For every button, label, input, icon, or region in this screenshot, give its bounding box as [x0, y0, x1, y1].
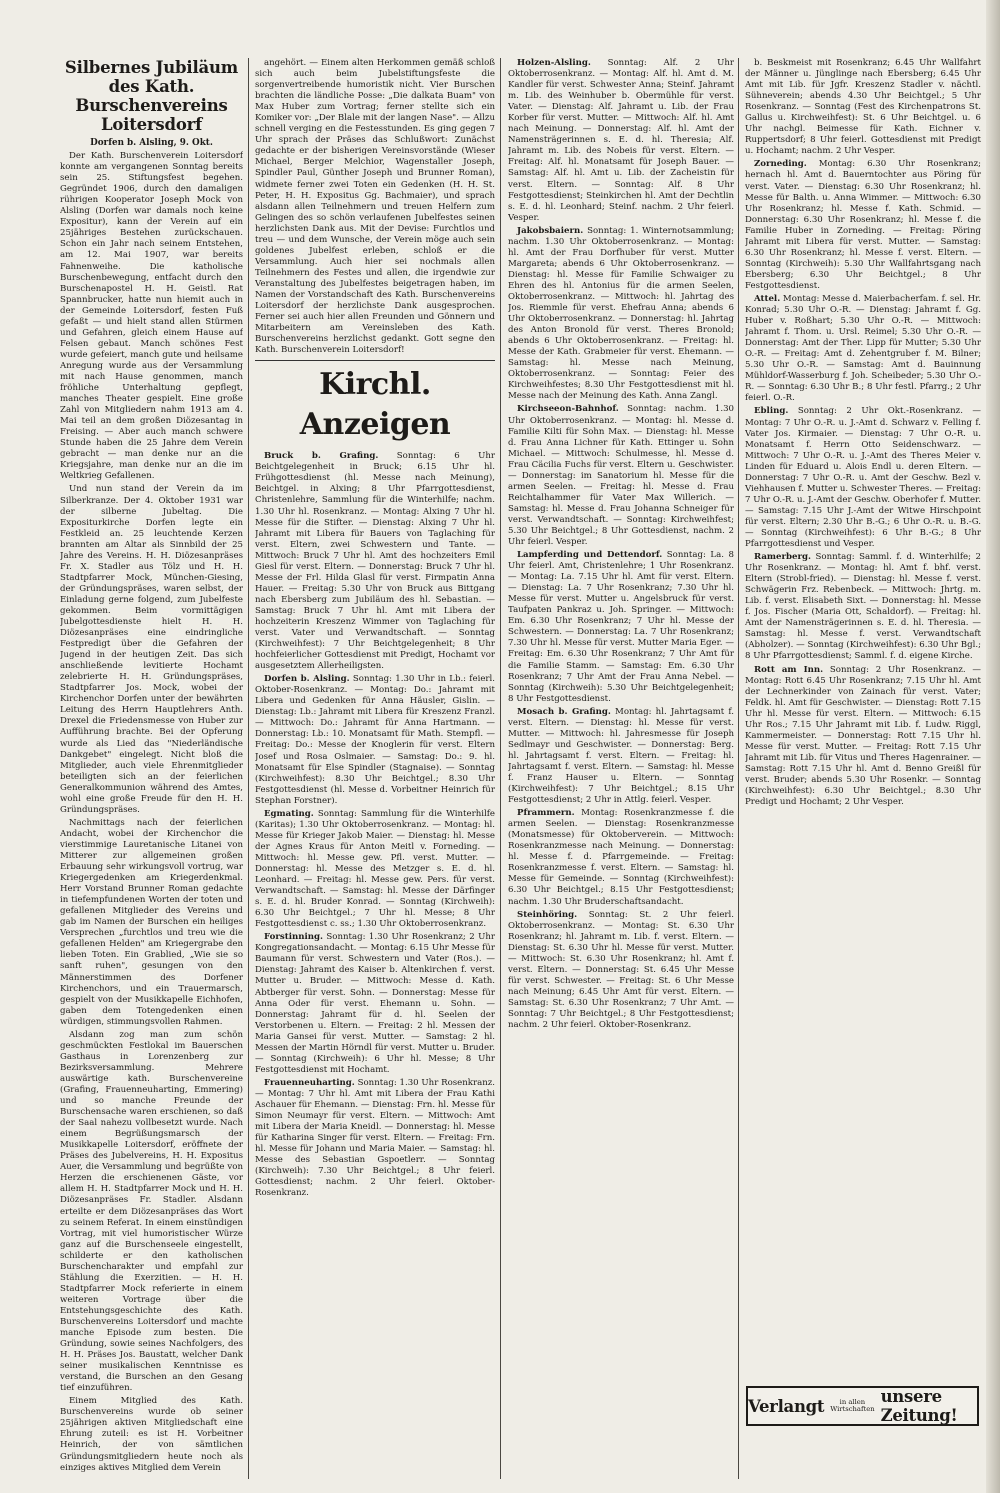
notice-entry	[255, 451, 495, 672]
notice-entry	[508, 226, 734, 403]
notice-text: Sonntag: Samml. f. d. Winterhilfe; 2 Uhr Rosenkranz. — Montag: hl. Amt f. bhf. verst. Eltern (Strobl-fried). — Dienstag: hl. Messe f. verst. Schwägerin Frz. Rebenbeck. — Mittwoch: Jhrtg. m. Lib. f. verst. Elisabeth Sixt. — Donnerstag: hl. Messe f. Jos. Fischer (Maria Ott, Schaldorf). — Freitag: hl. Amt der Namensträgerinnen s. E. d. hl. Theresia. — Samstag: hl. Messe f. verst. Verwandtschaft (Abholzer). — Sonntag (Kirchweihfest): 6.30 Uhr Bgl.; 8 Uhr Pfarrgottesdienst; Samml. f. d. eigene Kirche.	[745, 552, 981, 662]
column-rule	[738, 58, 739, 1479]
notice-text: Sonntag: 2 Uhr Okt.-Rosenkranz. — Montag: 7 Uhr O.-R. u. J.-Amt d. Schwarz v. Felling f. Vater Jos. Kirmaier. — Dienstag: 7 Uhr O.-R. u. Monatsamt f. Herrn Otto Seidenschwarz. — Mittwoch: 7 Uhr O.-R. u. J.-Amt des Theres Meier v. Linden für Eduard u. Alois Endl u. deren Eltern. — Donnerstag: 7 Uhr O.-R. u. Amt der Geschw. Bezl v. Viehhausen f. Mutter u. Schwester Theres. — Freitag: 7 Uhr O.-R. u. J.-Amt der Geschw. Oberhofer f. Mutter. — Samstag: 7.15 Uhr J.-Amt der Witwe Hirschpoint für verst. Eltern; 2.30 Uhr B.-G.; 6 Uhr O.-R. u. B.-G. — Sonntag (Kirchweihfest): 6 Uhr B.-G.; 8 Uhr Pfarrgottesdienst und Vesper.	[745, 406, 981, 550]
notice-text: Sonntag: 2 Uhr Rosenkranz. — Montag: Rott 6.45 Uhr Rosenkranz; 7.15 Uhr hl. Amt der Lechnerkinder von Zainach für verst. Vater; Feldk. hl. Amt für Geschwister. — Dienstag: Rott 7.15 Uhr hl. Messe für verst. Eltern. — Mittwoch: 6.15 Uhr Ros.; 7.15 Uhr Jahramt mit Lib. f. Ludw. Riggl, Kammermeister. — Donnerstag: Rott 7.15 Uhr hl. Messe für verst. Mutter. — Freitag: Rott 7.15 Uhr Jahramt mit Lib. für Vitus und Theres Hagenrainer. — Samstag: Rott 7.15 Uhr hl. Amt d. Benno Greißl für verst. Bruder; abends 5.30 Uhr Rosenkr. — Sonntag (Kirchweihfest): 6.30 Uhr Beichtgel.; 8.30 Uhr Predigt und Hochamt; 2 Uhr Vesper.	[745, 664, 981, 808]
notice-entry	[508, 707, 734, 806]
paragraph: Nachmittags nach der feierlichen Andacht, wobei der Kirchenchor die vierstimmige Lauretanische Litanei von Mitterer zur allgemeinen großen Erbauung sehr wirkungsvoll vortrug, war Kriegergedenken am Kriegerdenkmal. Herr Vorstand Brunner Roman gedachte in tiefempfundenen Worten der toten und gefallenen Mitglieder des Vereins und gab im Namen der Burschen ein heiliges Versprechen „furchtlos und treu wie die gefallenen Helden" am Kriegergrabe den lieben Toten. Ein Grablied, „Wie sie so sanft ruhen", gesungen von den Männerstimmen des Dorfener Kirchenchors, und ein Trauermarsch, gespielt von der Musikkapelle Eichhofen, gaben dem Totengedenken einen würdigen, stimmungsvollen Rahmen.	[60, 817, 243, 1027]
notice-text: Sonntag: 1.30 Uhr Rosenkranz; 2 Uhr Kongregationsandacht. — Montag: 6.15 Uhr Messe für Baumann für verst. Schwestern und Vater (Ros.). — Dienstag: Jahramt des Kaiser b. Altenkirchen f. verst. Mutter u. Bruder. — Mittwoch: Messe d. Kath. Abtberger für verst. Sohn. — Donnerstag: Messe für Anna Oder für verst. Ehemann u. Sohn. — Donnerstag: Jahramt für d. hl. Seelen der Verstorbenen u. Eltern. — Freitag: 2 hl. Messen der Maria Gansei für verst. Mutter. — Samstag: 2 hl. Messen der Martin Hörndl für verst. Mutter u. Bruder. — Sonntag (Kirchweih): 6 Uhr hl. Messe; 8 Uhr Festgottesdienst mit Hochamt.	[255, 932, 495, 1075]
notice-text: Sonntag: 1.30 Uhr in Lb.: feierl. Oktober-Rosenkranz. — Montag: Do.: Jahramt mit Libera und Gedenken für Anna Häusler, Gislin. — Dienstag: Lb.: Jahramt mit Libera für Kreszenz Franzl. — Mittwoch: Do.: Jahramt für Anna Hartmann. — Donnerstag: Lb.: 10. Monatsamt für Math. Stempfl. — Freitag: Do.: Messe der Knoglerin für verst. Eltern Josef und Rosa Oslmaier. — Samstag: Do.: 9. hl. Monatsamt für Else Spindler (Stagnaise). — Sonntag (Kirchweihfest): 8.30 Uhr Beichtgel.; 8.30 Uhr Festgottesdienst (hl. Messe d. Vorbeitner Heinrich für Stephan Forstner).	[255, 674, 495, 806]
parish-name: Mosach b. Grafing.	[517, 706, 611, 717]
notice-entry	[255, 674, 495, 807]
article-body	[60, 151, 243, 1474]
notice-entry	[255, 1078, 495, 1200]
church-notices	[745, 58, 981, 808]
newspaper-ad	[746, 1386, 979, 1426]
column-3	[508, 58, 734, 1483]
notice-entry	[508, 58, 734, 224]
parish-name: Ebling.	[754, 406, 789, 417]
parish-name: Bruck b. Grafing.	[264, 451, 379, 462]
notice-text: Montag: 6.30 Uhr Rosenkranz; hernach hl. Amt d. Bauerntochter aus Pöring für verst. Vater. — Dienstag: 6.30 Uhr Rosenkranz; hl. Messe für Balth. u. Anna Wimmer. — Mittwoch: 6.30 Uhr Rosenkranz; hl. Messe f. Kath. Schmid. — Donnerstag: 6.30 Uhr Rosenkranz; hl. Messe f. die Familie Huber in Zorneding. — Freitag: Pöring Jahramt mit Libera für verst. Mutter. — Samstag: 6.30 Uhr Rosenkranz; hl. Messe f. verst. Eltern. — Sonntag (Kirchweih): 5.30 Uhr Wallfahrtsgang nach Ebersberg; 6.30 Uhr Beichtgel.; 8 Uhr Festgottesdienst.	[745, 159, 981, 291]
parish-name: Lampferding und Dettendorf.	[517, 550, 663, 561]
column-rule	[500, 58, 501, 1479]
notice-text: Sonntag: 6 Uhr Beichtgelegenheit in Bruck; 6.15 Uhr hl. Frühgottesdienst (hl. Messe nach Meinung), Beichtgel. in Alxing; 8 Uhr Pfarrgottesdienst, Christenlehre, Sammlung für die Winterhilfe; nachm. 1.30 Uhr hl. Rosenkranz. — Montag: Alxing 7 Uhr hl. Messe für die Stifter. — Dienstag: Alxing 7 Uhr hl. Jahramt mit Libera für Bauers von Taglaching für verst. Eltern, zwei Schwestern und Tante. — Mittwoch: Bruck 7 Uhr hl. Amt des hochzeiters Emil Giesl für verst. Eltern. — Donnerstag: Bruck 7 Uhr hl. Messe der Frl. Hilda Glasl für verst. Firmpatin Anna Hauer. — Freitag: 5.30 Uhr von Bruck aus Bittgang nach Ebersberg zum Jubiläum des hl. Sebastian. — Samstag: Bruck 7 Uhr hl. Amt mit Libera der hochzeiterin Kreszenz Wimmer von Taglaching für verst. Vater und Verwandtschaft. — Sonntag (Kirchweihfest): 7 Uhr Beichtgelegenheit; 8 Uhr hochfeierlicher Gottesdienst mit Predigt, Hochamt vor ausgesetztem Allerheiligsten.	[255, 451, 495, 672]
notice-entry	[508, 808, 734, 907]
notice-text: Montag: Rosenkranzmesse f. die armen Seelen. — Dienstag: Rosenkranzmesse (Monatsmesse) für Oktoberverein. — Mittwoch: Rosenkranzmesse nach Meinung. — Donnerstag: hl. Messe f. d. Pfarrgemeinde. — Freitag: Rosenkranzmesse f. verst. Eltern. — Samstag: hl. Messe für Gemeinde. — Sonntag (Kirchweihfest): 6.30 Uhr Beichtgel.; 8.15 Uhr Festgottesdienst; nachm. 1.30 Uhr Bruderschaftsandacht.	[508, 808, 734, 907]
notice-entry	[255, 932, 495, 1076]
notice-text: Sonntag: Sammlung für die Winterhilfe (Karitas); 1.30 Uhr Oktoberrosenkranz. — Montag: hl. Messe für Krieger Jakob Maier. — Dienstag: hl. Messe der Agnes Kraus für Anton Meitl v. Forneding. — Mittwoch: hl. Messe gew. Pfl. verst. Mutter. — Donnerstag: hl. Messe des Metzger s. E. d. hl. Leonhard. — Freitag: hl. Messe gew. Pers. für verst. Verwandtschaft. — Samstag: hl. Messe der Därfinger s. E. d. hl. Bruder Konrad. — Sonntag (Kirchweih): 6.30 Uhr Beichtgel.; 7 Uhr hl. Messe; 8 Uhr Festgottesdienst c. ss.; 1.30 Uhr Oktoberrosenkranz.	[255, 808, 495, 930]
parish-name: Kirchseeon-Bahnhof.	[517, 404, 619, 415]
column-2	[255, 58, 495, 1483]
parish-name: Egmating.	[264, 808, 314, 819]
parish-name: Jakobsbaiern.	[517, 225, 584, 236]
notice-text: Sonntag: Alf. 2 Uhr Oktoberrosenkranz. — Montag: Alf. hl. Amt d. M. Kandler für verst. Schwester Anna; Steinf. Jahramt m. Lib. des Weinhuber b. Obermühle für verst. Vater. — Dienstag: Alf. Jahramt u. Lib. der Frau Korber für verst. Mutter. — Mittwoch: Alf. hl. Amt nach Meinung. — Donnerstag: Alf. hl. Amt der Namensträgerinnen s. E. d. hl. Theresia; Alf. Jahramt m. Lib. des Nobeis für verst. Eltern. — Freitag: Alf. hl. Monatsamt für Joseph Bauer. — Samstag: Alf. hl. Amt u. Lib. der Zacheistin für verst. Eltern. — Sonntag: Alf. 8 Uhr Festgottesdienst; Steinkirchen hl. Amt der Dechtlin s. E. d. hl. Leonhard; Steinf. nachm. 2 Uhr feierl. Vesper.	[508, 58, 734, 223]
notice-entry	[745, 665, 981, 809]
parish-name: Ramerberg.	[754, 552, 812, 563]
article-dateline: Dorfen b. Alsling, 9. Okt.	[90, 138, 213, 148]
notice-text: Sonntag: St. 2 Uhr feierl. Oktoberrosenkranz. — Montag: St. 6.30 Uhr Rosenkranz; hl. Jahramt m. Lib. f. verst. Eltern. — Dienstag: St. 6.30 Uhr hl. Messe für verst. Mutter. — Mittwoch: St. 6.30 Uhr Rosenkranz; hl. Amt f. verst. Eltern. — Donnerstag: St. 6.45 Uhr Messe für verst. Schwester. — Freitag: St. 6 Uhr Messe nach Meinung; 6.45 Uhr Amt für verst. Eltern. — Samstag: St. 6.30 Uhr Rosenkranz; 7 Uhr Amt. — Sonntag: 7 Uhr Beichtgel.; 8 Uhr Festgottesdienst; nachm. 2 Uhr feierl. Oktober-Rosenkranz.	[508, 909, 734, 1031]
notice-text: Montag: hl. Jahrtagsamt f. verst. Eltern. — Dienstag: hl. Messe für verst. Mutter. — Mittwoch: hl. Jahresmesse für Joseph Sedlmayr und Geschwister. — Donnerstag: Berg. hl. Jahrtagsamt f. verst. Eltern. — Freitag: hl. Jahrtagsamt f. verst. Eltern. — Samstag: hl. Messe f. Franz Hauser u. Eltern. — Sonntag (Kirchweihfest): 7 Uhr Beichtgel.; 8.15 Uhr Festgottesdienst; 2 Uhr in Attlg. feierl. Vesper.	[508, 706, 734, 806]
parish-name: Dorfen b. Alsling.	[264, 674, 350, 685]
notice-entry	[508, 404, 734, 548]
notice-text: b. Beskmeist mit Rosenkranz; 6.45 Uhr Wallfahrt der Männer u. Jünglinge nach Ebersberg; 6.45 Uhr Amt mit Lib. für Jgfr. Kreszenz Stadler v. nächtl. Sühneverein; abends 4.30 Uhr Beichtgel.; 5 Uhr Rosenkranz. — Sonntag (Fest des Kirchenpatrons St. Gallus u. Kirchweihfest): St. 6 Uhr Beichtgel. u. 6 Uhr nachgl. Beimesse für Kath. Eichner v. Ruppertsdorf; 8 Uhr feierl. Gottesdienst mit Predigt u. Hochamt; nachm. 2 Uhr Vesper.	[745, 58, 981, 157]
notice-text: Sonntag: La. 8 Uhr feierl. Amt, Christenlehre; 1 Uhr Rosenkranz. — Montag: La. 7.15 Uhr hl. Amt für verst. Eltern. — Dienstag: La. 7 Uhr Rosenkranz; 7.30 Uhr hl. Messe für verst. Mutter u. Angelsbruck für verst. Taufpaten Pankraz u. Joh. Springer. — Mittwoch: Em. 6.30 Uhr Rosenkranz; 7 Uhr hl. Messe der Schwestern. — Donnerstag: La. 7 Uhr Rosenkranz; 7.30 Uhr hl. Messe für verst. Mutter Maria Eger. — Freitag: Em. 6.30 Uhr Rosenkranz; 7 Uhr Amt für die Familie Stamm. — Samstag: Em. 6.30 Uhr Rosenkranz; 7 Uhr Amt der Frau Anna Nebel. — Sonntag (Kirchweih): 5.30 Uhr Beichtgelegenheit; 8 Uhr Festgottesdienst.	[508, 550, 734, 704]
ad-lead: Verlangt	[748, 1396, 825, 1416]
paragraph: angehört. — Einem alten Herkommen gemäß schloß sich auch beim Jubelstiftungsfeste die sorgenvertreibende humoristik nicht. Vier Burschen brachten die ländliche Posse: „Die dalkata Buam" von Max Huber zum Vortrag; ferner stellte sich ein Komiker vor: „Der Blale mit der langen Nase". — Allzu schnell verging en die Festesstunden. Es ging gegen 7 Uhr sprach der Präses das Schlußwort: Zunächst gedachte er der bisherigen Vereinsvorstände (Wieser Michael, Berger Melchior, Wagenstaller Joseph, Spindler Paul, Günther Joseph und Brunner Roman), widmete ferner zwei Toten ein Gedenken (H. H. St. Peter, H. H. Expositus Gg. Bachmaier), und sprach alsdann allen Teilnehmern und treuen Helfern zum Gelingen des so schön verlaufenen Jubelfestes seinen herzlichsten Dank aus. Mit der Devise: Furchtlos und treu — und dem Wunsche, der Verein möge auch sein goldenes Jubelfest erleben, schloß er die Versammlung. Auch hier sei nochmals allen Teilnehmern des Festes und allen, die irgendwie zur Veranstaltung des Jubelfestes beigetragen haben, im Namen der Vorstandschaft des Kath. Burschenvereins Loitersdorf der herzlichste Dank ausgesprochen. Ferner sei auch hier allen Freunden und Gönnern und Mitarbeitern am Vereinsleben des Kath. Burschenvereins herzlichst gedankt. Gott segne den Kath. Burschenverein Loitersdorf!	[255, 58, 495, 356]
parish-name: Pframmern.	[517, 808, 575, 819]
church-notices	[508, 58, 734, 1031]
notice-entry	[745, 58, 981, 157]
column-4	[745, 58, 981, 1380]
notice-entry	[745, 159, 981, 292]
notice-text: Montag: Messe d. Maierbacherfam. f. sel. Hr. Konrad; 5.30 Uhr O.-R. — Dienstag: Jahramt f. Gg. Huber v. Roßhart; 5.30 Uhr O.-R. — Mittwoch: Jahramt f. Thom. u. Ursl. Reimel; 5.30 Uhr O.-R. — Donnerstag: Amt der Ther. Lipp für Mutter; 5.30 Uhr O.-R. — Freitag: Amt d. Zehentgruber f. M. Bilner; 5.30 Uhr O.-R. — Samstag: Amt d. Bauinnung Mühldorf-Wasserburg f. Joh. Scheibeder; 5.30 Uhr O.-R. — Sonntag: 6.30 Uhr B.; 8 Uhr festl. Pfarrg.; 2 Uhr feierl. O.-R.	[745, 293, 981, 404]
notice-text: Sonntag: 1.30 Uhr Rosenkranz. — Montag: 7 Uhr hl. Amt mit Libera der Frau Kathi Aschauer für Ehemann. — Dienstag: Frn. hl. Messe für Simon Neumayr für verst. Eltern. — Mittwoch: Amt mit Libera der Maria Kneidl. — Donnerstag: hl. Messe für Katharina Singer für verst. Eltern. — Freitag: Frn. hl. Messe für Johann und Maria Maier. — Samstag: hl. Messe des Sebastian Gspoetlerr. — Sonntag (Kirchweih): 7.30 Uhr Beichtgel.; 8 Uhr feierl. Gottesdienst; nachm. 2 Uhr feierl. Oktober-Rosenkranz.	[255, 1077, 495, 1199]
column-rule	[248, 58, 249, 1479]
page-edge-shadow	[986, 0, 1000, 1493]
parish-name: Holzen-Alsling.	[517, 58, 591, 68]
parish-name: Frauenneuharting.	[264, 1077, 355, 1088]
notice-entry	[745, 294, 981, 404]
parish-name: Attel.	[754, 293, 781, 304]
paragraph: Einem Mitglied des Kath. Burschenvereins wurde ob seiner 25jährigen aktiven Mitgliedschaft eine Ehrung zuteil: es ist H. Vorbeitner Heinrich, der von sämtlichen Gründungsmitgliedern heute noch als einziges aktives Mitglied dem Verein	[60, 1396, 243, 1473]
ad-small-text: in allen Wirtschaften	[830, 1397, 875, 1413]
paragraph: Und nun stand der Verein da im Silberkranze. Der 4. Oktober 1931 war der silberne Jubeltag. Die Expositurkirche Dorfen legte ein Festkleid an. 25 leuchtende Kerzen brannten am Altar als Sinnbild der 25 Jahre des Vereins. H. H. Diözesanpräses Fr. X. Stadler aus Tölz und H. H. Stadtpfarrer Mock, München-Giesing, der Gründungspräses, waren selbst, der Einladung gerne folgend, zum Jubelfeste gekommen. Beim vormittägigen Jubelgottesdienste hielt H. H. Diözesanpräses eine eindringliche Festpredigt über die Gefahren der Jugend in der heutigen Zeit. Das sich anschließende levitierte Hochamt zelebrierte H. H. Gründungspräses, Stadtpfarrer Jos. Mock, wobei der Kirchenchor Dorfen unter der bewährten Leitung des Herrn Hauptlehrers Anth. Drexel die Friedensmesse von Huber zur Aufführung brachte. Bei der Opferung wurde als Lied das "Niederländische Dankgebet" eingelegt. Nicht bloß die Mitglieder, auch viele Ehrenmitglieder beteiligten sich an der feierlichen Generalkommunion während des Amtes, wohl eine große Freude für den H. H. Gründungspräses.	[60, 484, 243, 815]
notice-entry	[745, 552, 981, 662]
notice-entry	[508, 550, 734, 705]
ad-tail: unsere Zeitung!	[880, 1387, 958, 1425]
paragraph: Der Kath. Burschenverein Loitersdorf konnte am vergangenen Sonntag bereits sein 25. Stiftungsfest begehen. Gegründet 1906, durch den damaligen rührigen Kooperator Joseph Mock von Alsling (Dorfen war damals noch keine Expositur), kann der Verein auf ein 25jähriges Bestehen zurückschauen. Schon ein Jahr nach seinem Entstehen, am 12. Mai 1907, war bereits Fahnenweihe. Die katholische Burschenbewegung, entfacht durch den Burschenapostel H. H. Geistl. Rat Spannbrucker, hatte nun hiemit auch in der Gemeinde Loitersdorf, festen Fuß gefaßt — und hielt stand allen Stürmen und Gefahren, gleich einem Hause auf Felsen gebaut. Manch schönes Fest wurde gefeiert, manch gute und heilsame Anregung wurde aus der Versammlung mit nach Hause genommen, manch fröhliche Unterhaltung gepflegt, manches Theater gespielt. Eine große Zahl von Mitgliedern nahm 1913 am 4. Mai teil an dem großen Diözesantag in Freising. — Aber auch manch schwere Stunde haben die 25 Jahre dem Verein gebracht — man denke nur an die Kriegsjahre, man denke nur an die im Weltkrieg Gefallenen.	[60, 151, 243, 482]
church-notices	[255, 451, 495, 1199]
notice-entry	[255, 809, 495, 931]
parish-name: Zorneding.	[754, 159, 807, 170]
paragraph: Alsdann zog man zum schön geschmückten Festlokal im Bauerschen Gasthaus in Lorenzenberg zur Bezirksversammlung. Mehrere auswärtige kath. Burschenvereine (Grafing, Frauenneuharting, Emmering) und so manche Freunde der Burschensache waren erschienen, so daß der Saal nahezu vollbesetzt wurde. Nach einem Begrüßungsmarsch der Musikkapelle Loitersdorf, eröffnete der Präses des Jubelvereins, H. H. Expositus Auer, die Versammlung und begrüßte von Herzen die erschienenen Gäste, vor allem H. H. Stadtpfarrer Mock und H. H. Diözesanpräses Fr. Stadler. Alsdann erteilte er dem Diözesanpräses das Wort zu seinem Referat. In einem einstündigen Vortrag, mit viel humoristischer Würze ganz auf die Burschenseele eingestellt, schilderte er den katholischen Burschencharakter und empfahl zur Stählung die Exerzitien. — H. H. Stadtpfarrer Mock referierte in einem weiteren Vortrage über die Entstehungsgeschichte des Kath. Burschenvereins Loitersdorf und machte manche Episode zum besten. Die Gründung, sowie seines Nachfolgers, des H. H. Präses Jos. Baustatt, welcher Dank seiner musikalischen Kenntnisse es verstand, die Burschen an den Gesang tief einzuführen.	[60, 1029, 243, 1394]
notice-text: Sonntag: nachm. 1.30 Uhr Oktoberrosenkranz. — Montag: hl. Messe d. Familie Kilti für Sohn Max. — Dienstag: hl. Messe d. Frau Anna Lichner für Kath. Ettinger u. Sohn Michael. — Mittwoch: Schulmesse, hl. Messe d. Frau Cäcilia Fuchs für verst. Eltern u. Geschwister. — Donnerstag: im Sanatorium hl. Messe für die armen Seelen. — Freitag: hl. Messe d. Frau Reichtalhammer für Vater Max Willerich. — Samstag: hl. Messe d. Frau Johanna Schneiger für verst. Verwandtschaft. — Sonntag: Kirchweihfest; 5.30 Uhr Beichtgel.; 8 Uhr Gottesdienst, nachm. 2 Uhr feierl. Vesper.	[508, 404, 734, 548]
article-headline: Silbernes Jubiläum des Kath. Burschenvereins Loitersdorf	[64, 58, 239, 134]
notice-entry	[508, 910, 734, 1032]
parish-name: Steinhöring.	[517, 909, 578, 920]
notice-entry	[745, 406, 981, 550]
article-continuation	[255, 58, 495, 356]
column-1	[60, 58, 243, 1483]
notice-text: Sonntag: 1. Winternotsammlung; nachm. 1.30 Uhr Oktoberrosenkranz. — Montag: hl. Amt der Frau Dorfhuber für verst. Mutter Margareta; abends 6 Uhr Oktoberrosenkranz. — Dienstag: hl. Messe für Familie Schwaiger zu Ehren des hl. Antonius für die armen Seelen, Oktoberrosenkranz. — Mittwoch: hl. Jahrtag des Jos. Riemmle für verst. Ehefrau Anna; abends 6 Uhr Oktoberrosenkranz. — Donnerstag: hl. Jahrtag des Anton Bronold für verst. Theres Bronold; abends 6 Uhr Oktoberrosenkranz. — Freitag: hl. Messe der Kath. Grabmeier für verst. Ehemann. — Samstag: hl. Messe nach Meinung, Oktoberrosenkranz. — Sonntag: Feier des Kirchweihfestes; 8.30 Uhr Festgottesdienst mit hl. Messe nach der Meinung des Kath. Anna Zangl.	[508, 225, 734, 402]
parish-name: Forstinning.	[264, 932, 323, 943]
section-title: Kirchl. Anzeigen	[255, 360, 495, 445]
parish-name: Rott am Inn.	[754, 664, 824, 675]
